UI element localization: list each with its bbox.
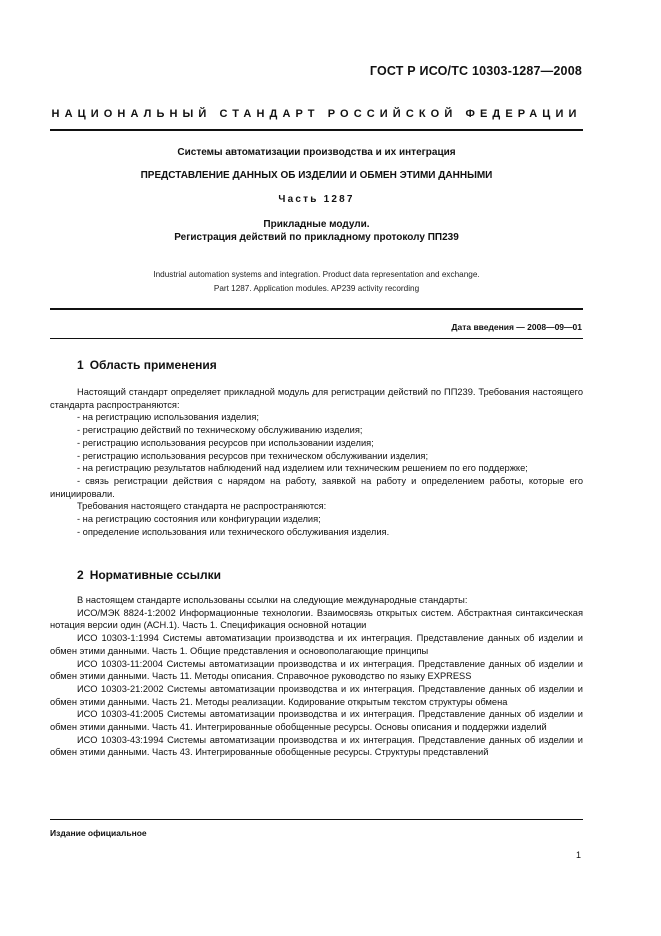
paragraph: Настоящий стандарт определяет прикладной модуль для регистрации действий по ПП239. Требования настоящего стандарта распространяются:: [50, 387, 583, 410]
main-title: ПРЕДСТАВЛЕНИЕ ДАННЫХ ОБ ИЗДЕЛИИ И ОБМЕН ЭТИМИ ДАННЫМИ: [140, 170, 493, 181]
page-number: 1: [575, 850, 581, 860]
title-block: [50, 147, 583, 244]
paragraph: - на регистрацию состояния или конфигурации изделия;: [77, 514, 321, 525]
english-title-line-2: Part 1287. Application modules. AP239 activity recording: [213, 284, 420, 293]
paragraph: ИСО/МЭК 8824-1:2002 Информационные технологии. Взаимосвязь открытых систем. Абстрактная синтаксическая нотация версии один (АСН.1). Часть 1. Спецификация основной нотации: [50, 607, 583, 631]
section-1-number: 1: [77, 358, 84, 372]
section-2-body: [50, 594, 583, 759]
section-1-body: [50, 386, 583, 538]
introduction-date: Дата введения — 2008—09—01: [451, 322, 582, 332]
paragraph: В настоящем стандарте использованы ссылки на следующие международные стандарты:: [77, 595, 468, 605]
paragraph: ИСО 10303-21:2002 Системы автоматизации производства и их интеграция. Представление данных об изделии и обмен этими данными. Часть 21. Методы реализации. Кодирование открытым текстом структуры обмена: [50, 683, 583, 707]
date-divider: [50, 338, 583, 339]
english-title-line-1: Industrial automation systems and integration. Product data representation and exchange.: [153, 270, 480, 279]
section-1-heading: [77, 358, 223, 372]
paragraph: ИСО 10303-1:1994 Системы автоматизации производства и их интеграция. Представление данных об изделии и обмен этими данными. Часть 1. Общие представления и основополагающие принципы: [50, 633, 583, 656]
paragraph: - регистрацию действий по техническому обслуживанию изделия;: [77, 425, 363, 436]
document-code: ГОСТ Р ИСО/ТС 10303-1287—2008: [369, 64, 582, 78]
paragraph: ИСО 10303-43:1994 Системы автоматизации производства и их интеграция. Представление данных об изделии и обмен этими данными. Часть 43. Интегрированные обобщенные ресурсы. Структуры представлений: [50, 734, 583, 758]
paragraph: - регистрацию использования ресурсов при техническом обслуживании изделия;: [77, 450, 429, 461]
footer-divider: [50, 819, 583, 820]
section-2-title: Нормативные ссылки: [89, 568, 221, 582]
paragraph: Требования настоящего стандарта не распространяются:: [77, 501, 327, 512]
paragraph: - связь регистрации действия с нарядом на работу, заявкой на работу и определением работы, которые его инициировали.: [50, 475, 583, 499]
paragraph: - на регистрацию результатов наблюдений над изделием или техническим решением по его поддержке;: [77, 463, 528, 474]
part-label: Часть 1287: [278, 194, 355, 205]
subtitle-line-2: Регистрация действий по прикладному протоколу ПП239: [174, 232, 459, 243]
subtitle-line-1: Прикладные модули.: [263, 219, 370, 230]
paragraph: ИСО 10303-11:2004 Системы автоматизации производства и их интеграция. Представление данных об изделии и обмен этими данными. Часть 11. Методы описания. Справочное руководство по языку EXPRESS: [50, 658, 583, 682]
national-standard-title: НАЦИОНАЛЬНЫЙ СТАНДАРТ РОССИЙСКОЙ ФЕДЕРАЦИИ: [51, 108, 582, 120]
section-1-title: Область применения: [89, 358, 217, 372]
paragraph: - регистрацию использования ресурсов при использовании изделия;: [77, 437, 374, 448]
paragraph: - определение использования или технического обслуживания изделия.: [77, 526, 390, 537]
paragraph: - на регистрацию использования изделия;: [77, 412, 259, 423]
edition-label: Издание официальное: [50, 828, 147, 838]
section-2-heading: [77, 568, 227, 582]
series-title: Системы автоматизации производства и их интеграция: [177, 147, 456, 158]
section-2-number: 2: [77, 568, 84, 582]
title-divider: [50, 308, 583, 310]
english-title: [50, 268, 583, 296]
header-divider: [50, 129, 583, 131]
paragraph: ИСО 10303-41:2005 Системы автоматизации производства и их интеграция. Представление данных об изделии и обмен этими данными. Часть 41. Интегрированные обобщенные ресурсы. Основы описания и поддержки изделий: [50, 709, 583, 733]
